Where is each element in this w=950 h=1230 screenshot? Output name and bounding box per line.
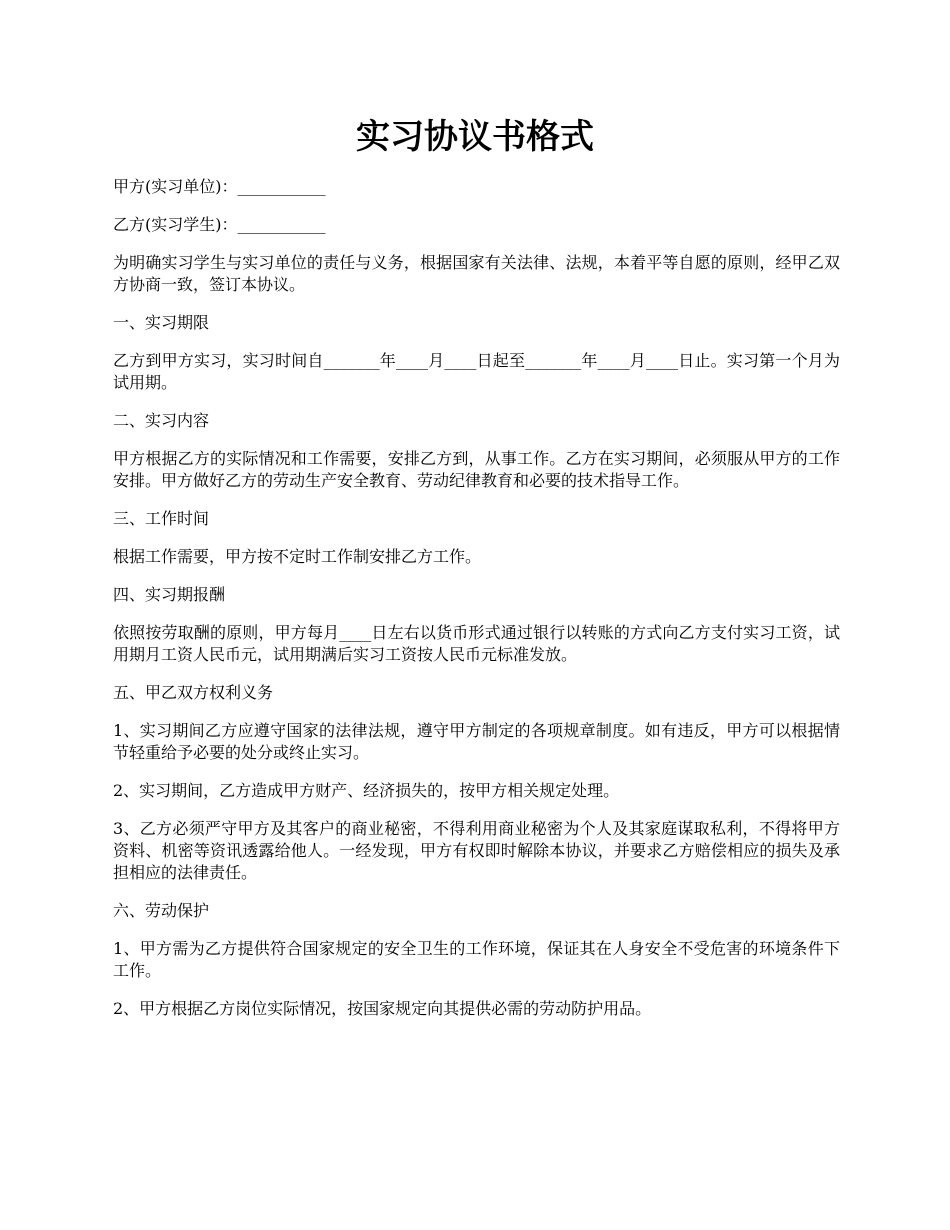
section-heading-pay: 四、实习期报酬 — [113, 585, 226, 604]
pay-paragraph: 依照按劳取酬的原则，甲方每月____日左右以货币形式通过银行以转账的方式向乙方支付实习工资，试用期月工资人民币元，试用期满后实习工资按人民币元标准发放。 — [113, 623, 840, 664]
rights-item-2: 2、实习期间，乙方造成甲方财产、经济损失的，按甲方相关规定处理。 — [113, 781, 620, 800]
section-heading-protection: 六、劳动保护 — [113, 901, 210, 920]
content-paragraph: 甲方根据乙方的实际情况和工作需要，安排乙方到，从事工作。乙方在实习期间，必须服从甲方的工作安排。甲方做好乙方的劳动生产安全教育、劳动纪律教育和必要的技术指导工作。 — [113, 449, 840, 490]
protection-item-2: 2、甲方根据乙方岗位实际情况，按国家规定向其提供必需的劳动防护用品。 — [113, 999, 652, 1018]
section-heading-rights: 五、甲乙双方权利义务 — [113, 683, 274, 702]
rights-item-3: 3、乙方必须严守甲方及其客户的商业秘密，不得利用商业秘密为个人及其家庭谋取私利，不得将甲方资料、机密等资讯透露给他人。一经发现，甲方有权即时解除本协议，并要求乙方赔偿相应的损失及承担相应的法律责任。 — [113, 819, 840, 882]
hours-paragraph: 根据工作需要，甲方按不定时工作制安排乙方工作。 — [113, 547, 482, 566]
section-heading-term: 一、实习期限 — [113, 313, 210, 332]
section-heading-content: 二、实习内容 — [113, 411, 210, 430]
party-b-line: 乙方(实习学生)：___________ — [113, 215, 326, 234]
preamble-paragraph: 为明确实习学生与实习单位的责任与义务，根据国家有关法律、法规，本着平等自愿的原则，经甲乙双方协商一致，签订本协议。 — [113, 253, 840, 294]
document-title: 实习协议书格式 — [356, 117, 594, 157]
term-paragraph: 乙方到甲方实习，实习时间自_______年____月____日起至_______年____月____日止。实习第一个月为试用期。 — [113, 351, 840, 392]
party-a-line: 甲方(实习单位)：___________ — [113, 177, 326, 196]
protection-item-1: 1、甲方需为乙方提供符合国家规定的安全卫生的工作环境，保证其在人身安全不受危害的环境条件下工作。 — [113, 939, 840, 980]
document-body — [113, 176, 840, 1036]
rights-item-1: 1、实习期间乙方应遵守国家的法律法规，遵守甲方制定的各项规章制度。如有违反，甲方可以根据情节轻重给予必要的处分或终止实习。 — [113, 721, 840, 762]
section-heading-hours: 三、工作时间 — [113, 509, 210, 528]
